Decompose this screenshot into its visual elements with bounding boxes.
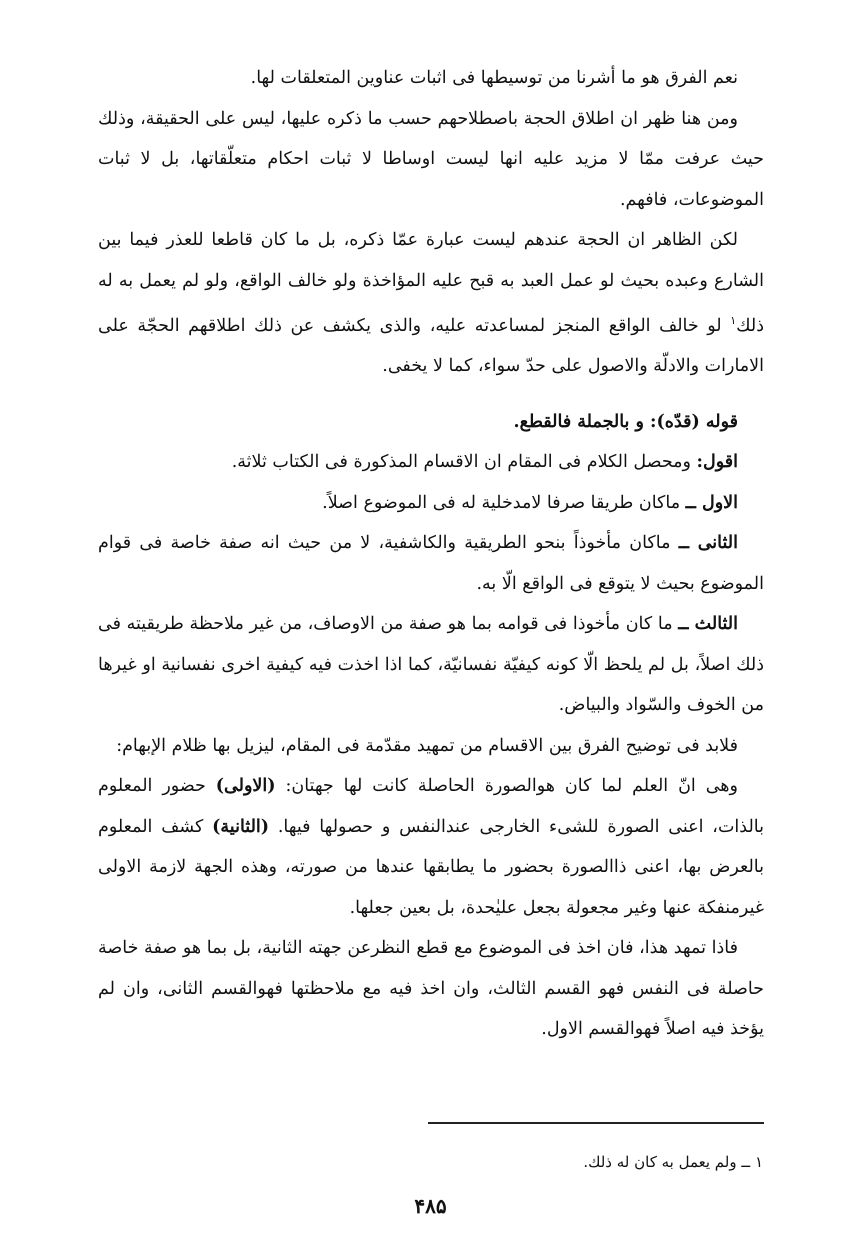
paragraph-1-text: نعم الفرق هو ما أشرنا من توسيطها فى اثبات عناوين المتعلقات لها. [250, 68, 738, 88]
aqul-text: ومحصل الكلام فى المقام ان الاقسام المذكورة فى الكتاب ثلاثة. [231, 452, 697, 473]
paragraph-3-text-a: لكن الظاهر ان الحجة عندهم ليست عبارة عمّا ذكره، بل ما كان قاطعا للعذر فيما بين الشارع وعبده بحيث لو عمل العبد به قبح عليه المؤاخذة ولو خالف الواقع، ولو لم يعمل به له ذلك [98, 230, 764, 336]
page-number-text: ۴۸۵ [414, 1194, 447, 1218]
footnote [263, 1150, 763, 1174]
two-aspects-text-b: حضور المعلوم بالذات، اعنى الصورة للشىء الخارجى عندالنفس و حصولها فيها. [98, 776, 764, 837]
aqul-label: اقول: [696, 452, 738, 473]
paragraph-1 [98, 58, 764, 99]
second-aspect-label: (الثانية) [212, 816, 270, 837]
first-type-text: ماكان طريقا صرفا لامدخلية له فى الموضوع اصلاً. [322, 492, 686, 513]
conclusion-text: فاذا تمهد هذا، فان اخذ فى الموضوع مع قطع النظرعن جهته الثانية، بل بما هو صفة خاصة حاصلة فى النفس فهو القسم الثالث، وان اخذ فيه مع ملاحظتها فهوالقسم الثانى، وان لم يؤخذ فيه اصلاً فهوالقسم الاول. [98, 938, 764, 1040]
paragraph-aqul [98, 442, 764, 483]
footnote-separator [428, 1122, 764, 1124]
second-type-label: الثانى ــ [678, 533, 738, 554]
second-type-text: ماكان مأخوذاً بنحو الطريقية والكاشفية، لا من حيث انه صفة خاصة فى قوام الموضوع بحيث لا يتوقع فى الواقع الّا به. [98, 533, 764, 594]
third-type-label: الثالث ــ [678, 614, 738, 635]
paragraph-2 [98, 99, 764, 221]
section-heading [98, 402, 764, 443]
paragraph-conclusion [98, 928, 764, 1050]
section-heading-text: قوله (قدّه): و بالجملة فالقطع. [513, 411, 738, 432]
paragraph-first-type [98, 483, 764, 524]
page-number [0, 1194, 861, 1218]
paragraph-3-text-b: لو خالف الواقع المنجز لمساعدته عليه، والذى يكشف عن ذلك اطلاقهم الحجّة على الامارات والادلّة والاصول على حدّ سواء، كما لا يخفى. [98, 315, 764, 377]
introduction-text: فلابد فى توضيح الفرق بين الاقسام من تمهيد مقدّمة فى المقام، ليزيل بها ظلام الإبهام: [116, 735, 738, 756]
paragraph-2-text: ومن هنا ظهر ان اطلاق الحجة باصطلاحهم حسب ما ذكره عليها، ليس على الحقيقة، وذلك حيث عرفت ممّا لا مزيد عليه انها ليست اوساطا لا ثبات احكام متعلّقاتها، بل لا ثبات الموضوعات، فافهم. [98, 108, 764, 210]
paragraph-introduction [98, 726, 764, 767]
paragraph-third-type [98, 604, 764, 726]
main-text [98, 58, 764, 1050]
paragraph-second-type [98, 523, 764, 604]
two-aspects-text-a: وهى انّ العلم لما كان هوالصورة الحاصلة كانت لها جهتان: [275, 776, 738, 797]
paragraph-3 [98, 220, 764, 387]
footnote-text: ١ ــ ولم يعمل به كان له ذلك. [583, 1153, 763, 1171]
first-type-label: الاول ــ [685, 492, 738, 513]
first-aspect-label: (الاولى) [215, 776, 276, 797]
third-type-text: ما كان مأخوذا فى قوامه بما هو صفة من الاوصاف، من غير ملاحظة طريقيته فى ذلك اصلاً، بل لم يلحظ الّا كونه كيفيّة نفسانيّة، كما اذا اخذت فيه كيفية اخرى نفسانية او غيرها من الخوف والسّواد والبياض. [98, 614, 765, 716]
two-aspects-text-c: كشف المعلوم بالعرض بها، اعنى ذاالصورة بحضور ما يطابقها عندها من صورته، وهذه الجهة لازمة الاولى غيرمنفكة عنها وغير مجعولة بجعل عليٰحدة، بل بعين جعلها. [98, 816, 764, 918]
paragraph-two-aspects [98, 766, 764, 928]
footnote-reference: ١ [730, 314, 737, 327]
